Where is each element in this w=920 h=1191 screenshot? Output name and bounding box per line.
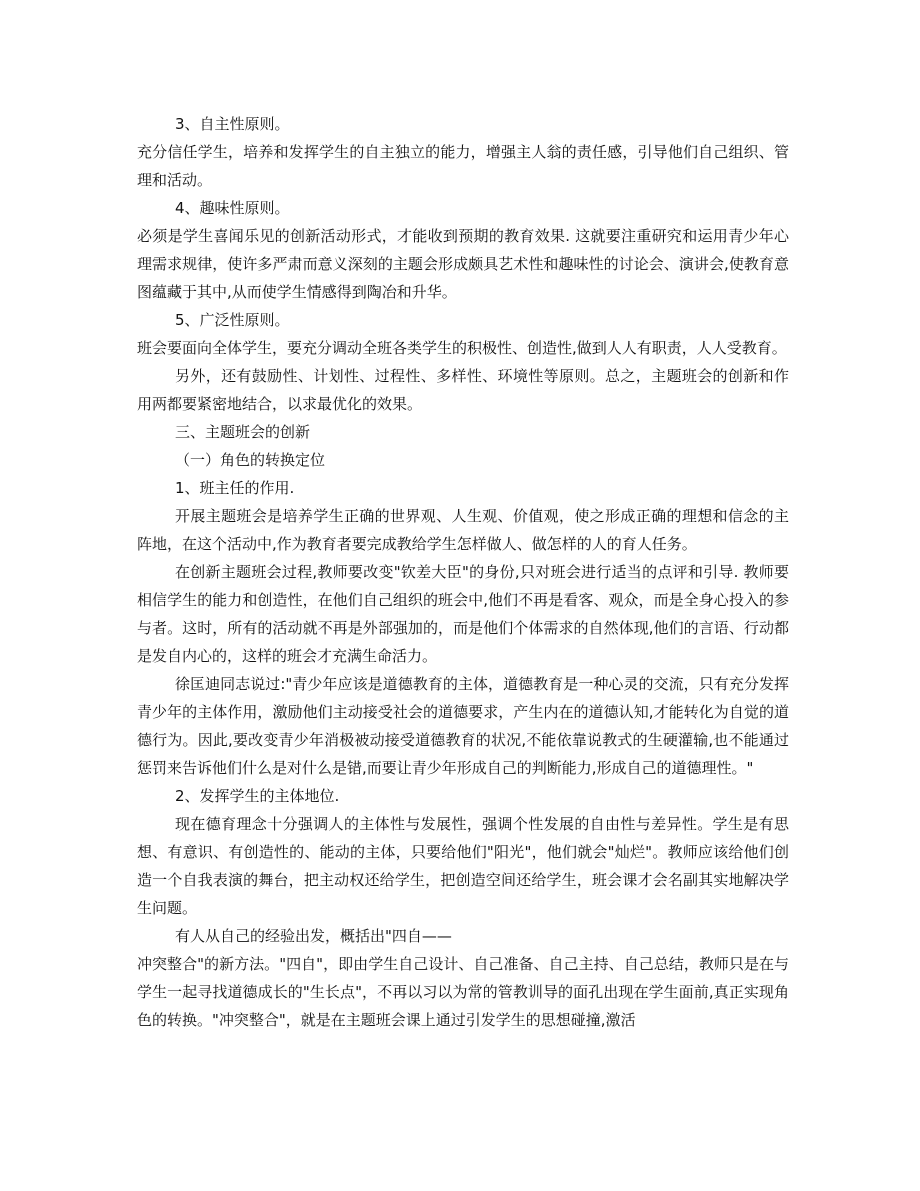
section-heading: 三、主题班会的创新 xyxy=(175,423,311,441)
subsection-heading: 2、发挥学生的主体地位. xyxy=(175,787,340,805)
subsection-heading: （一）角色的转换定位 xyxy=(175,451,326,469)
document-body xyxy=(137,110,789,1034)
body-paragraph: 冲突整合"的新方法。"四自"，即由学生自己设计、自己准备、自己主持、自己总结，教师只是在与学生一起寻找道德成长的"生长点"，不再以习以为常的管教训导的面孔出现在学生面前,真正实现角色的转换。"冲突整合"，就是在主题班会课上通过引发学生的思想碰撞,激活 xyxy=(137,955,789,1029)
quote-paragraph: 徐匡迪同志说过:"青少年应该是道德教育的主体，道德教育是一种心灵的交流，只有充分发挥青少年的主体作用，激励他们主动接受社会的道德要求，产生内在的道德认知,才能转化为自觉的道德行为。因此,要改变青少年消极被动接受道德教育的状况,不能依靠说教式的生硬灌输,也不能通过惩罚来告诉他们什么是对什么是错,而要让青少年形成自己的判断能力,形成自己的道德理性。" xyxy=(137,675,789,777)
body-paragraph: 有人从自己的经验出发，概括出"四自—— xyxy=(175,927,452,945)
body-paragraph: 开展主题班会是培养学生正确的世界观、人生观、价值观，使之形成正确的理想和信念的主阵地，在这个活动中,作为教育者要完成教给学生怎样做人、做怎样的人的育人任务。 xyxy=(137,507,789,553)
section-heading: 4、趣味性原则。 xyxy=(175,199,290,217)
body-paragraph: 班会要面向全体学生，要充分调动全班各类学生的积极性、创造性,做到人人有职责，人人受教育。 xyxy=(137,339,787,357)
body-paragraph: 在创新主题班会过程,教师要改变"钦差大臣"的身份,只对班会进行适当的点评和引导. 教师要相信学生的能力和创造性，在他们自己组织的班会中,他们不再是看客、观众，而是全身心投入的参与者。这时，所有的活动就不再是外部强加的，而是他们个体需求的自然体现,他们的言语、行动都是发自内心的，这样的班会才充满生命活力。 xyxy=(137,563,789,665)
subsection-heading: 1、班主任的作用. xyxy=(175,479,295,497)
body-paragraph: 必须是学生喜闻乐见的创新活动形式，才能收到预期的教育效果. 这就要注重研究和运用青少年心理需求规律，使许多严肃而意义深刻的主题会形成颇具艺术性和趣味性的讨论会、演讲会,使教育意图蕴藏于其中,从而使学生情感得到陶冶和升华。 xyxy=(137,227,789,301)
section-heading: 5、广泛性原则。 xyxy=(175,311,290,329)
body-paragraph: 充分信任学生，培养和发挥学生的自主独立的能力，增强主人翁的责任感，引导他们自己组织、管理和活动。 xyxy=(137,143,789,189)
body-paragraph: 另外，还有鼓励性、计划性、过程性、多样性、环境性等原则。总之，主题班会的创新和作用两都要紧密地结合，以求最优化的效果。 xyxy=(137,367,789,413)
section-heading: 3、自主性原则。 xyxy=(175,115,290,133)
body-paragraph: 现在德育理念十分强调人的主体性与发展性，强调个性发展的自由性与差异性。学生是有思想、有意识、有创造性的、能动的主体，只要给他们"阳光"，他们就会"灿烂"。教师应该给他们创造一个自我表演的舞台，把主动权还给学生，把创造空间还给学生，班会课才会名副其实地解决学生问题。 xyxy=(137,815,789,917)
